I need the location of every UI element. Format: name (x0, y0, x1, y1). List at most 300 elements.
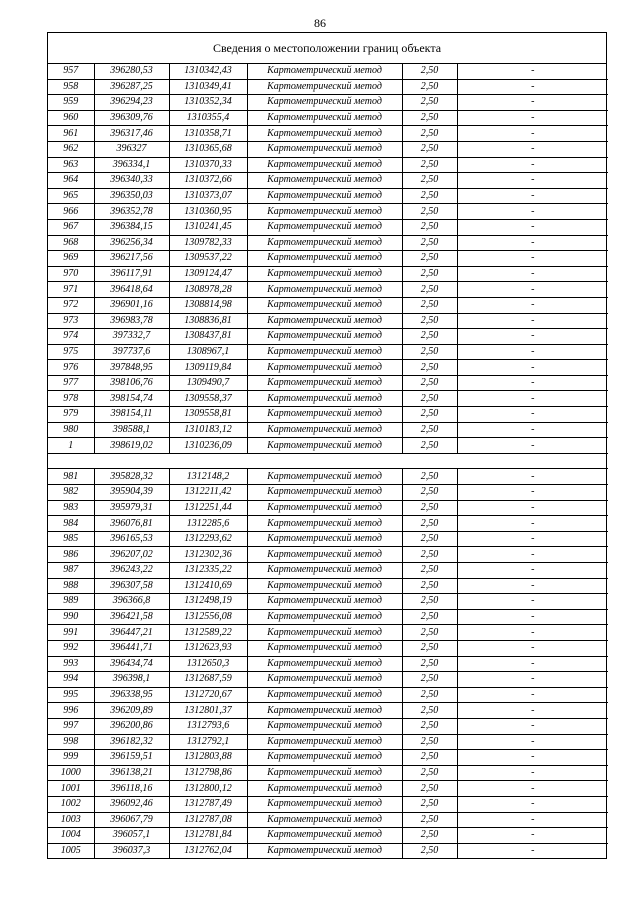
point-number-cell: 976 (48, 360, 94, 376)
note-cell: - (457, 687, 608, 703)
y-coordinate-cell: 1309119,84 (169, 360, 247, 376)
table-row (48, 656, 608, 672)
accuracy-cell: 2,50 (402, 157, 457, 173)
note-cell: - (457, 64, 608, 79)
method-cell: Картометрический метод (247, 547, 402, 563)
accuracy-cell: 2,50 (402, 625, 457, 641)
method-cell: Картометрический метод (247, 344, 402, 360)
point-number-cell: 978 (48, 391, 94, 407)
point-number-cell: 971 (48, 282, 94, 298)
method-cell: Картометрический метод (247, 219, 402, 235)
table-row (48, 438, 608, 454)
point-number-cell: 996 (48, 703, 94, 719)
point-number-cell: 979 (48, 407, 94, 423)
point-number-cell: 974 (48, 329, 94, 345)
y-coordinate-cell: 1309490,7 (169, 375, 247, 391)
y-coordinate-cell: 1312556,08 (169, 609, 247, 625)
y-coordinate-cell: 1312285,6 (169, 516, 247, 532)
note-cell: - (457, 594, 608, 610)
method-cell: Картометрический метод (247, 95, 402, 111)
y-coordinate-cell: 1312781,84 (169, 828, 247, 844)
note-cell: - (457, 578, 608, 594)
method-cell: Картометрический метод (247, 563, 402, 579)
x-coordinate-cell: 396243,22 (94, 563, 169, 579)
method-cell: Картометрический метод (247, 765, 402, 781)
y-coordinate-cell: 1312623,93 (169, 640, 247, 656)
x-coordinate-cell: 398154,11 (94, 407, 169, 423)
note-cell: - (457, 422, 608, 438)
table-row (48, 765, 608, 781)
accuracy-cell: 2,50 (402, 656, 457, 672)
note-cell: - (457, 672, 608, 688)
y-coordinate-cell: 1312798,86 (169, 765, 247, 781)
accuracy-cell: 2,50 (402, 531, 457, 547)
note-cell: - (457, 828, 608, 844)
accuracy-cell: 2,50 (402, 812, 457, 828)
point-number-cell: 995 (48, 687, 94, 703)
table-row (48, 422, 608, 438)
y-coordinate-cell: 1312792,1 (169, 734, 247, 750)
x-coordinate-cell: 396421,58 (94, 609, 169, 625)
note-cell: - (457, 812, 608, 828)
y-coordinate-cell: 1310373,07 (169, 188, 247, 204)
table-row (48, 188, 608, 204)
point-number-cell: 967 (48, 219, 94, 235)
point-number-cell: 982 (48, 485, 94, 501)
note-cell: - (457, 563, 608, 579)
method-cell: Картометрический метод (247, 329, 402, 345)
table-row (48, 79, 608, 95)
note-cell: - (457, 438, 608, 454)
table-row (48, 157, 608, 173)
x-coordinate-cell: 396076,81 (94, 516, 169, 532)
table-row (48, 407, 608, 423)
point-number-cell: 958 (48, 79, 94, 95)
table-row (48, 687, 608, 703)
method-cell: Картометрический метод (247, 110, 402, 126)
x-coordinate-cell: 396057,1 (94, 828, 169, 844)
x-coordinate-cell: 396327 (94, 141, 169, 157)
point-number-cell: 986 (48, 547, 94, 563)
method-cell: Картометрический метод (247, 157, 402, 173)
note-cell: - (457, 329, 608, 345)
method-cell: Картометрический метод (247, 781, 402, 797)
table-row (48, 126, 608, 142)
method-cell: Картометрический метод (247, 516, 402, 532)
point-number-cell: 984 (48, 516, 94, 532)
x-coordinate-cell: 396294,23 (94, 95, 169, 111)
table-row (48, 781, 608, 797)
note-cell: - (457, 765, 608, 781)
x-coordinate-cell: 396309,76 (94, 110, 169, 126)
x-coordinate-cell: 397848,95 (94, 360, 169, 376)
table-row (48, 703, 608, 719)
point-number-cell: 980 (48, 422, 94, 438)
accuracy-cell: 2,50 (402, 173, 457, 189)
table-row (48, 485, 608, 501)
y-coordinate-cell: 1310236,09 (169, 438, 247, 454)
accuracy-cell: 2,50 (402, 266, 457, 282)
y-coordinate-cell: 1309558,37 (169, 391, 247, 407)
point-number-cell: 998 (48, 734, 94, 750)
note-cell: - (457, 219, 608, 235)
x-coordinate-cell: 396138,21 (94, 765, 169, 781)
method-cell: Картометрический метод (247, 173, 402, 189)
table-row (48, 110, 608, 126)
y-coordinate-cell: 1308836,81 (169, 313, 247, 329)
table-row (48, 625, 608, 641)
table-row (48, 266, 608, 282)
y-coordinate-cell: 1312498,19 (169, 594, 247, 610)
note-cell: - (457, 344, 608, 360)
table-title: Сведения о местоположении границ объекта (48, 33, 606, 64)
accuracy-cell: 2,50 (402, 251, 457, 267)
coordinates-table (48, 64, 608, 858)
y-coordinate-cell: 1312803,88 (169, 750, 247, 766)
x-coordinate-cell: 396209,89 (94, 703, 169, 719)
y-coordinate-cell: 1310365,68 (169, 141, 247, 157)
x-coordinate-cell: 396350,03 (94, 188, 169, 204)
y-coordinate-cell: 1312302,36 (169, 547, 247, 563)
y-coordinate-cell: 1312762,04 (169, 843, 247, 858)
table-row (48, 204, 608, 220)
table-row (48, 796, 608, 812)
x-coordinate-cell: 396217,56 (94, 251, 169, 267)
accuracy-cell: 2,50 (402, 672, 457, 688)
table-row (48, 64, 608, 79)
table-row (48, 547, 608, 563)
y-coordinate-cell: 1312410,69 (169, 578, 247, 594)
note-cell: - (457, 313, 608, 329)
note-cell: - (457, 110, 608, 126)
table-row (48, 500, 608, 516)
x-coordinate-cell: 396447,21 (94, 625, 169, 641)
accuracy-cell: 2,50 (402, 375, 457, 391)
x-coordinate-cell: 396338,95 (94, 687, 169, 703)
point-number-cell: 961 (48, 126, 94, 142)
point-number-cell: 991 (48, 625, 94, 641)
table-row (48, 375, 608, 391)
table-row (48, 141, 608, 157)
x-coordinate-cell: 397332,7 (94, 329, 169, 345)
accuracy-cell: 2,50 (402, 718, 457, 734)
method-cell: Картометрический метод (247, 812, 402, 828)
y-coordinate-cell: 1312251,44 (169, 500, 247, 516)
x-coordinate-cell: 396287,25 (94, 79, 169, 95)
point-number-cell: 1 (48, 438, 94, 454)
note-cell: - (457, 750, 608, 766)
method-cell: Картометрический метод (247, 500, 402, 516)
method-cell: Картометрический метод (247, 251, 402, 267)
note-cell: - (457, 547, 608, 563)
point-number-cell: 977 (48, 375, 94, 391)
table-row (48, 609, 608, 625)
accuracy-cell: 2,50 (402, 469, 457, 485)
method-cell: Картометрический метод (247, 313, 402, 329)
note-cell: - (457, 516, 608, 532)
table-row-separator (48, 453, 608, 469)
x-coordinate-cell: 396334,1 (94, 157, 169, 173)
method-cell: Картометрический метод (247, 188, 402, 204)
accuracy-cell: 2,50 (402, 516, 457, 532)
method-cell: Картометрический метод (247, 126, 402, 142)
note-cell: - (457, 469, 608, 485)
method-cell: Картометрический метод (247, 843, 402, 858)
table-row (48, 360, 608, 376)
accuracy-cell: 2,50 (402, 765, 457, 781)
y-coordinate-cell: 1310355,4 (169, 110, 247, 126)
table-row (48, 718, 608, 734)
y-coordinate-cell: 1309124,47 (169, 266, 247, 282)
note-cell: - (457, 656, 608, 672)
table-row (48, 812, 608, 828)
method-cell: Картометрический метод (247, 578, 402, 594)
method-cell: Картометрический метод (247, 282, 402, 298)
point-number-cell: 1003 (48, 812, 94, 828)
x-coordinate-cell: 396384,15 (94, 219, 169, 235)
method-cell: Картометрический метод (247, 235, 402, 251)
y-coordinate-cell: 1310358,71 (169, 126, 247, 142)
x-coordinate-cell: 395979,31 (94, 500, 169, 516)
accuracy-cell: 2,50 (402, 64, 457, 79)
method-cell: Картометрический метод (247, 438, 402, 454)
x-coordinate-cell: 396200,86 (94, 718, 169, 734)
table-row (48, 173, 608, 189)
y-coordinate-cell: 1312801,37 (169, 703, 247, 719)
table-row (48, 594, 608, 610)
y-coordinate-cell: 1312687,59 (169, 672, 247, 688)
point-number-cell: 988 (48, 578, 94, 594)
method-cell: Картометрический метод (247, 204, 402, 220)
x-coordinate-cell: 396118,16 (94, 781, 169, 797)
x-coordinate-cell: 396067,79 (94, 812, 169, 828)
y-coordinate-cell: 1309537,22 (169, 251, 247, 267)
x-coordinate-cell: 396117,91 (94, 266, 169, 282)
y-coordinate-cell: 1309558,81 (169, 407, 247, 423)
x-coordinate-cell: 396307,58 (94, 578, 169, 594)
note-cell: - (457, 703, 608, 719)
note-cell: - (457, 235, 608, 251)
point-number-cell: 989 (48, 594, 94, 610)
point-number-cell: 966 (48, 204, 94, 220)
accuracy-cell: 2,50 (402, 547, 457, 563)
note-cell: - (457, 282, 608, 298)
table-row (48, 391, 608, 407)
accuracy-cell: 2,50 (402, 79, 457, 95)
note-cell: - (457, 531, 608, 547)
point-number-cell: 962 (48, 141, 94, 157)
x-coordinate-cell: 395828,32 (94, 469, 169, 485)
method-cell: Картометрический метод (247, 828, 402, 844)
x-coordinate-cell: 396441,71 (94, 640, 169, 656)
y-coordinate-cell: 1312720,67 (169, 687, 247, 703)
coordinates-table-body (48, 64, 608, 858)
accuracy-cell: 2,50 (402, 235, 457, 251)
method-cell: Картометрический метод (247, 531, 402, 547)
y-coordinate-cell: 1308967,1 (169, 344, 247, 360)
y-coordinate-cell: 1310372,66 (169, 173, 247, 189)
point-number-cell: 965 (48, 188, 94, 204)
table-row (48, 531, 608, 547)
method-cell: Картометрический метод (247, 469, 402, 485)
point-number-cell: 983 (48, 500, 94, 516)
note-cell: - (457, 251, 608, 267)
note-cell: - (457, 297, 608, 313)
note-cell: - (457, 173, 608, 189)
x-coordinate-cell: 396182,32 (94, 734, 169, 750)
table-row (48, 282, 608, 298)
method-cell: Картометрический метод (247, 609, 402, 625)
method-cell: Картометрический метод (247, 718, 402, 734)
table-row (48, 219, 608, 235)
table-row (48, 95, 608, 111)
note-cell: - (457, 141, 608, 157)
note-cell: - (457, 157, 608, 173)
method-cell: Картометрический метод (247, 422, 402, 438)
method-cell: Картометрический метод (247, 640, 402, 656)
table-row (48, 734, 608, 750)
accuracy-cell: 2,50 (402, 297, 457, 313)
accuracy-cell: 2,50 (402, 750, 457, 766)
x-coordinate-cell: 396434,74 (94, 656, 169, 672)
x-coordinate-cell: 398154,74 (94, 391, 169, 407)
x-coordinate-cell: 396901,16 (94, 297, 169, 313)
point-number-cell: 985 (48, 531, 94, 547)
accuracy-cell: 2,50 (402, 282, 457, 298)
point-number-cell: 959 (48, 95, 94, 111)
method-cell: Картометрический метод (247, 266, 402, 282)
accuracy-cell: 2,50 (402, 500, 457, 516)
y-coordinate-cell: 1312650,3 (169, 656, 247, 672)
method-cell: Картометрический метод (247, 687, 402, 703)
x-coordinate-cell: 396983,78 (94, 313, 169, 329)
y-coordinate-cell: 1310352,34 (169, 95, 247, 111)
page-number: 86 (314, 16, 326, 30)
point-number-cell: 972 (48, 297, 94, 313)
point-number-cell: 973 (48, 313, 94, 329)
x-coordinate-cell: 396037,3 (94, 843, 169, 858)
x-coordinate-cell: 398106,76 (94, 375, 169, 391)
x-coordinate-cell: 396159,51 (94, 750, 169, 766)
x-coordinate-cell: 396398,1 (94, 672, 169, 688)
x-coordinate-cell: 396340,33 (94, 173, 169, 189)
x-coordinate-cell: 396317,46 (94, 126, 169, 142)
note-cell: - (457, 204, 608, 220)
note-cell: - (457, 609, 608, 625)
accuracy-cell: 2,50 (402, 391, 457, 407)
x-coordinate-cell: 398619,02 (94, 438, 169, 454)
point-number-cell: 1001 (48, 781, 94, 797)
accuracy-cell: 2,50 (402, 594, 457, 610)
y-coordinate-cell: 1310342,43 (169, 64, 247, 79)
table-row (48, 563, 608, 579)
accuracy-cell: 2,50 (402, 609, 457, 625)
accuracy-cell: 2,50 (402, 360, 457, 376)
accuracy-cell: 2,50 (402, 563, 457, 579)
note-cell: - (457, 391, 608, 407)
method-cell: Картометрический метод (247, 734, 402, 750)
y-coordinate-cell: 1312293,62 (169, 531, 247, 547)
point-number-cell: 999 (48, 750, 94, 766)
accuracy-cell: 2,50 (402, 407, 457, 423)
method-cell: Картометрический метод (247, 391, 402, 407)
accuracy-cell: 2,50 (402, 344, 457, 360)
y-coordinate-cell: 1309782,33 (169, 235, 247, 251)
note-cell: - (457, 781, 608, 797)
method-cell: Картометрический метод (247, 360, 402, 376)
accuracy-cell: 2,50 (402, 329, 457, 345)
note-cell: - (457, 95, 608, 111)
accuracy-cell: 2,50 (402, 843, 457, 858)
table-row (48, 344, 608, 360)
accuracy-cell: 2,50 (402, 485, 457, 501)
note-cell: - (457, 360, 608, 376)
table-row (48, 843, 608, 858)
boundary-table-sheet (47, 32, 607, 859)
table-row (48, 297, 608, 313)
accuracy-cell: 2,50 (402, 828, 457, 844)
note-cell: - (457, 188, 608, 204)
table-row (48, 578, 608, 594)
x-coordinate-cell: 396207,02 (94, 547, 169, 563)
method-cell: Картометрический метод (247, 656, 402, 672)
note-cell: - (457, 625, 608, 641)
point-number-cell: 1004 (48, 828, 94, 844)
method-cell: Картометрический метод (247, 485, 402, 501)
method-cell: Картометрический метод (247, 796, 402, 812)
point-number-cell: 1002 (48, 796, 94, 812)
point-number-cell: 960 (48, 110, 94, 126)
note-cell: - (457, 485, 608, 501)
note-cell: - (457, 407, 608, 423)
accuracy-cell: 2,50 (402, 687, 457, 703)
x-coordinate-cell: 397737,6 (94, 344, 169, 360)
accuracy-cell: 2,50 (402, 188, 457, 204)
method-cell: Картометрический метод (247, 407, 402, 423)
method-cell: Картометрический метод (247, 625, 402, 641)
accuracy-cell: 2,50 (402, 313, 457, 329)
point-number-cell: 1000 (48, 765, 94, 781)
x-coordinate-cell: 396092,46 (94, 796, 169, 812)
accuracy-cell: 2,50 (402, 422, 457, 438)
y-coordinate-cell: 1308814,98 (169, 297, 247, 313)
point-number-cell: 963 (48, 157, 94, 173)
y-coordinate-cell: 1312800,12 (169, 781, 247, 797)
note-cell: - (457, 734, 608, 750)
x-coordinate-cell: 396366,8 (94, 594, 169, 610)
y-coordinate-cell: 1310370,33 (169, 157, 247, 173)
accuracy-cell: 2,50 (402, 796, 457, 812)
accuracy-cell: 2,50 (402, 204, 457, 220)
accuracy-cell: 2,50 (402, 640, 457, 656)
table-row (48, 313, 608, 329)
y-coordinate-cell: 1310349,41 (169, 79, 247, 95)
x-coordinate-cell: 395904,39 (94, 485, 169, 501)
y-coordinate-cell: 1312211,42 (169, 485, 247, 501)
method-cell: Картометрический метод (247, 297, 402, 313)
note-cell: - (457, 266, 608, 282)
table-row (48, 251, 608, 267)
y-coordinate-cell: 1312787,08 (169, 812, 247, 828)
note-cell: - (457, 375, 608, 391)
point-number-cell: 993 (48, 656, 94, 672)
x-coordinate-cell: 396256,34 (94, 235, 169, 251)
y-coordinate-cell: 1310241,45 (169, 219, 247, 235)
method-cell: Картометрический метод (247, 79, 402, 95)
note-cell: - (457, 500, 608, 516)
note-cell: - (457, 126, 608, 142)
accuracy-cell: 2,50 (402, 141, 457, 157)
